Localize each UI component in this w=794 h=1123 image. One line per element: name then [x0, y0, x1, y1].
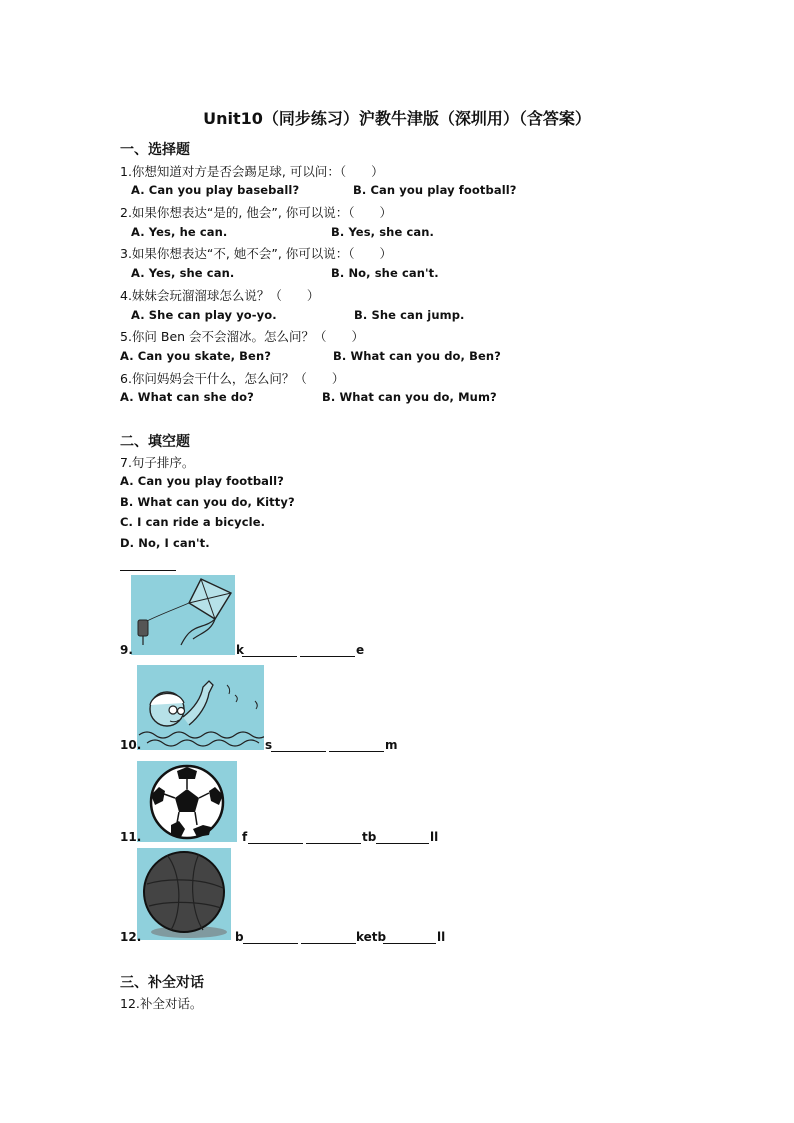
question-1: 1.你想知道对方是否会踢足球, 可以问：（ ）: [120, 164, 384, 179]
item-11-blank-1[interactable]: [248, 843, 303, 844]
item-10-number: 10.: [120, 738, 142, 752]
basketball-picture: [137, 848, 231, 940]
question-6-option-a: A. What can she do?: [120, 390, 254, 404]
question-3-option-a: A. Yes, she can.: [131, 266, 235, 280]
football-picture: [137, 761, 237, 842]
basketball-icon: [137, 848, 231, 940]
item-11-number: 11.: [120, 830, 142, 844]
sentence-b: B. What can you do, Kitty?: [120, 495, 295, 509]
item-9-letter-2: e: [356, 643, 365, 657]
item-9-letter-1: k: [236, 643, 244, 657]
section-heading-dialogue: 三、补全对话: [120, 975, 204, 991]
question-4: 4.妹妹会玩溜溜球怎么说？（ ）: [120, 288, 320, 303]
question-2: 2.如果你想表达“是的, 他会”, 你可以说：（ ）: [120, 205, 393, 220]
swimmer-icon: [137, 665, 264, 750]
question-5: 5.你问 Ben 会不会溜冰。怎么问？（ ）: [120, 329, 365, 344]
item-12-blank-3[interactable]: [383, 943, 436, 944]
sentence-d: D. No, I can't.: [120, 536, 210, 550]
item-12-letter-2: ketb: [356, 930, 387, 944]
question-1-option-a: A. Can you play baseball?: [131, 183, 300, 197]
item-11-letter-1: f: [242, 830, 248, 844]
question-12-dialogue: 12.补全对话。: [120, 996, 203, 1011]
kite-picture: [131, 575, 235, 655]
section-heading-fill: 二、填空题: [120, 434, 190, 450]
item-12-blank-1[interactable]: [243, 943, 298, 944]
question-4-option-a: A. She can play yo-yo.: [131, 308, 277, 322]
question-2-option-a: A. Yes, he can.: [131, 225, 228, 239]
answer-blank-7[interactable]: [120, 570, 176, 571]
question-3-option-b: B. No, she can't.: [331, 266, 439, 280]
item-10-blank-2[interactable]: [329, 751, 384, 752]
question-3: 3.如果你想表达“不, 她不会”, 你可以说：（ ）: [120, 246, 393, 261]
item-12-letter-1: b: [235, 930, 244, 944]
swimmer-picture: [137, 665, 264, 750]
section-heading-choice: 一、选择题: [120, 142, 190, 158]
sentence-a: A. Can you play football?: [120, 474, 284, 488]
item-11-letter-3: ll: [430, 830, 439, 844]
kite-icon: [131, 575, 235, 655]
question-7: 7.句子排序。: [120, 455, 195, 470]
page-title: Unit10（同步练习）沪教牛津版（深圳用）（含答案）: [203, 109, 591, 128]
item-10-letter-1: s: [265, 738, 273, 752]
question-1-option-b: B. Can you play football?: [353, 183, 517, 197]
item-10-letter-2: m: [385, 738, 398, 752]
question-5-option-a: A. Can you skate, Ben?: [120, 349, 272, 363]
question-6: 6.你问妈妈会干什么，怎么问？（ ）: [120, 371, 345, 386]
football-icon: [137, 761, 237, 842]
question-4-option-b: B. She can jump.: [354, 308, 465, 322]
item-9-blank-1[interactable]: [242, 656, 297, 657]
item-11-blank-2[interactable]: [306, 843, 361, 844]
item-12-blank-2[interactable]: [301, 943, 356, 944]
item-9-number: 9.: [120, 643, 133, 657]
item-11-blank-3[interactable]: [376, 843, 429, 844]
item-10-blank-1[interactable]: [271, 751, 326, 752]
item-9-blank-2[interactable]: [300, 656, 355, 657]
sentence-c: C. I can ride a bicycle.: [120, 515, 266, 529]
question-5-option-b: B. What can you do, Ben?: [333, 349, 501, 363]
question-2-option-b: B. Yes, she can.: [331, 225, 434, 239]
item-12-number: 12.: [120, 930, 142, 944]
item-12-letter-3: ll: [437, 930, 446, 944]
item-11-letter-2: tb: [362, 830, 377, 844]
question-6-option-b: B. What can you do, Mum?: [322, 390, 497, 404]
